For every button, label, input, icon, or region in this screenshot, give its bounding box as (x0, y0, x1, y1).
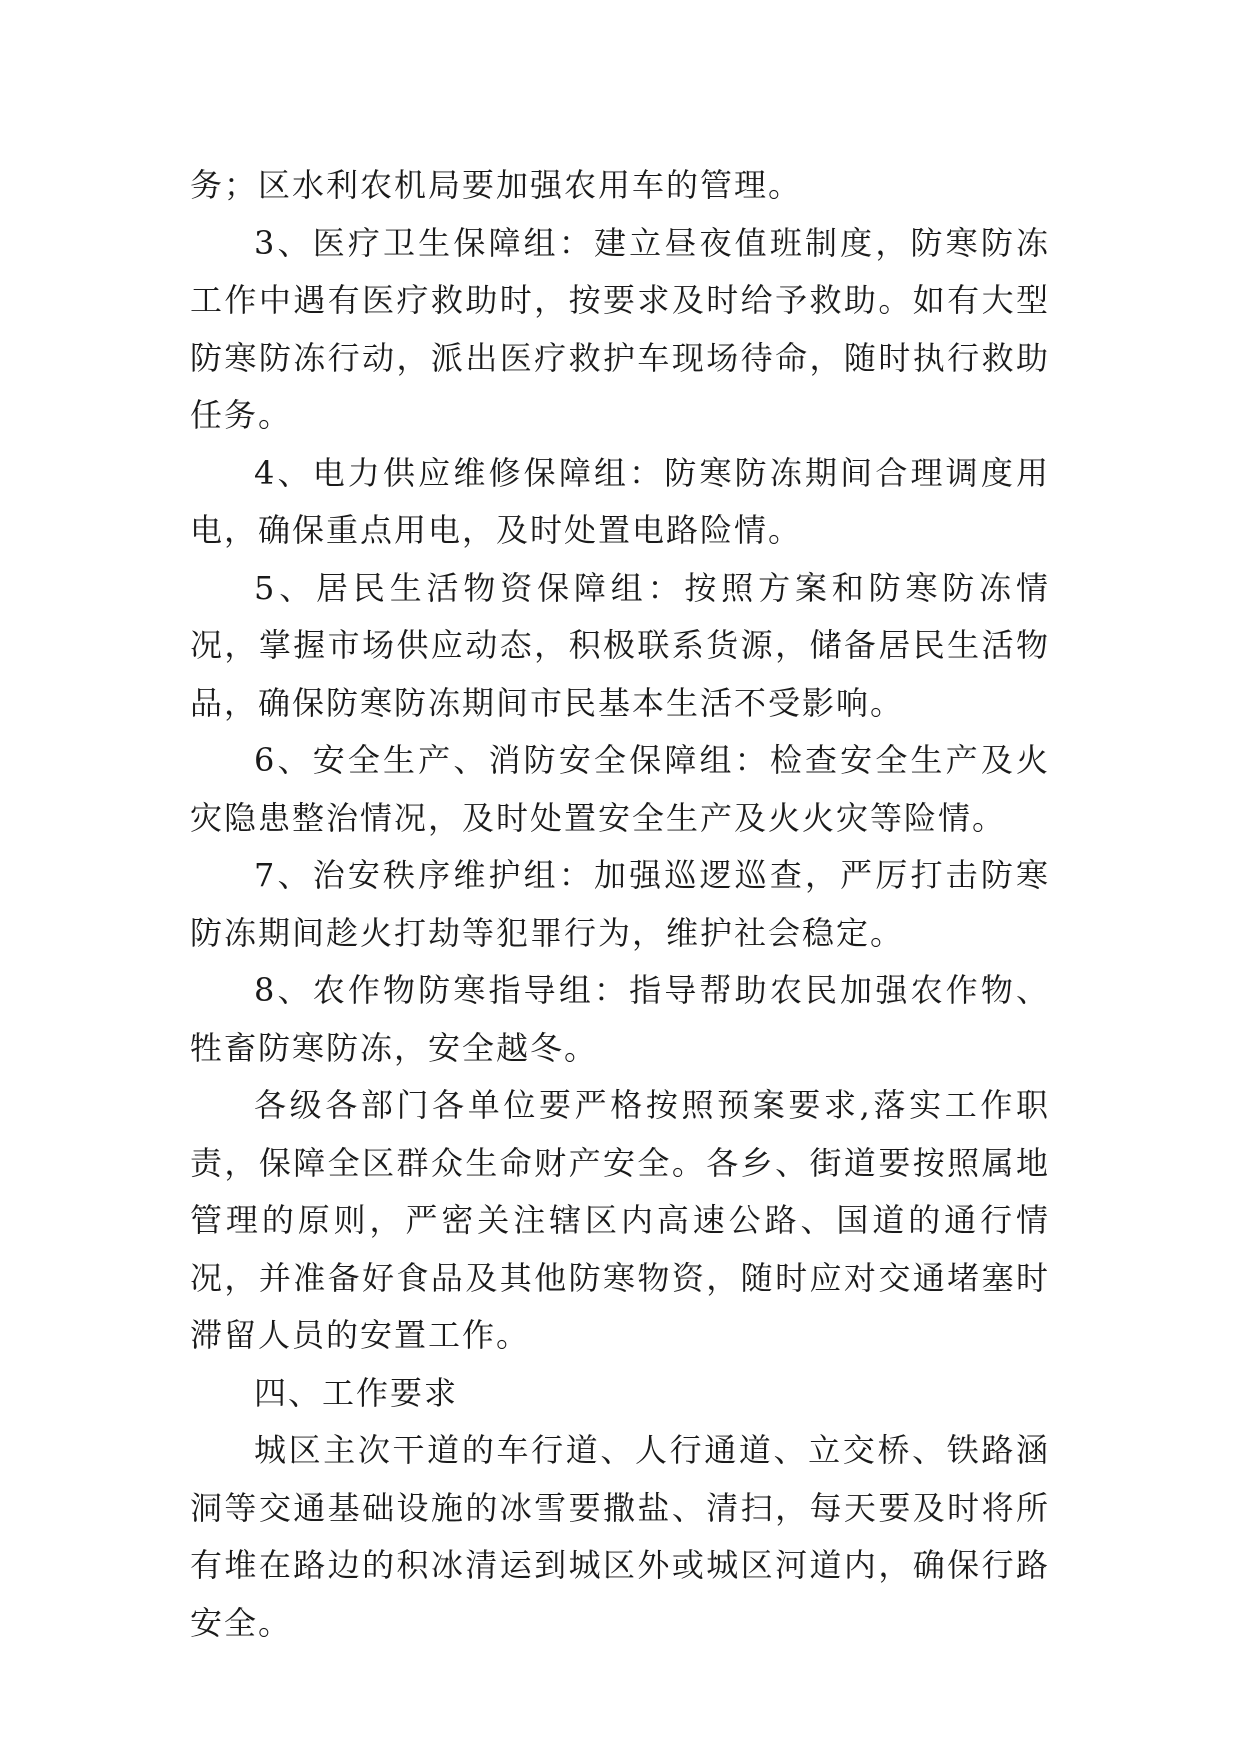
paragraph-department-duties: 各级各部门各单位要严格按照预案要求,落实工作职责，保障全区群众生命财产安全。各乡、街道要按照属地管理的原则，严密关注辖区内高速公路、国道的通行情况，并准备好食品及其他防寒物资，随时应对交通堵塞时滞留人员的安置工作。 (190, 1086, 1050, 1354)
paragraph-fire-safety: 6、安全生产、消防安全保障组：检查安全生产及火灾隐患整治情况，及时处置安全生产及火火灾等险情。 (190, 741, 1050, 837)
document-body (190, 157, 1050, 1652)
paragraph-road-clearing: 城区主次干道的车行道、人行通道、立交桥、铁路涵洞等交通基础设施的冰雪要撒盐、清扫，每天要及时将所有堆在路边的积冰清运到城区外或城区河道内，确保行路安全。 (190, 1431, 1050, 1642)
section-heading-work-requirements: 四、工作要求 (254, 1373, 459, 1412)
paragraph-continuation: 务；区水利农机局要加强农用车的管理。 (190, 166, 803, 204)
paragraph-power-support: 4、电力供应维修保障组：防寒防冻期间合理调度用电，确保重点用电，及时处置电路险情。 (190, 453, 1050, 549)
paragraph-living-supplies: 5、居民生活物资保障组：按照方案和防寒防冻情况，掌握市场供应动态，积极联系货源，储备居民生活物品，确保防寒防冻期间市民基本生活不受影响。 (190, 568, 1050, 722)
paragraph-crop-guidance: 8、农作物防寒指导组：指导帮助农民加强农作物、牲畜防寒防冻，安全越冬。 (190, 971, 1050, 1067)
paragraph-medical-support: 3、医疗卫生保障组：建立昼夜值班制度，防寒防冻工作中遇有医疗救助时，按要求及时给予救助。如有大型防寒防冻行动，派出医疗救护车现场待命，随时执行救助任务。 (190, 223, 1050, 434)
paragraph-public-order: 7、治安秩序维护组：加强巡逻巡查，严厉打击防寒防冻期间趁火打劫等犯罪行为，维护社会稳定。 (190, 856, 1050, 952)
